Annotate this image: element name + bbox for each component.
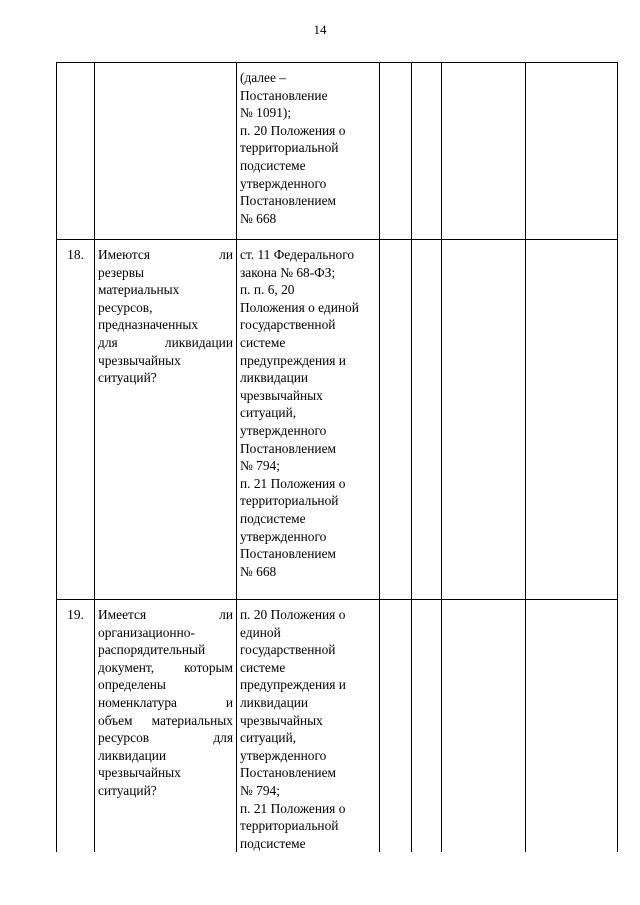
text-line: п. 20 Положения о — [240, 607, 346, 622]
row-number: 18. — [57, 240, 95, 600]
text-line: № 668 — [240, 210, 277, 226]
text-line: распорядительный — [98, 642, 206, 658]
not-applicable-cell — [442, 240, 526, 600]
text-line: утвержденного — [240, 747, 327, 763]
answer-no-cell — [412, 63, 442, 240]
text-line: ситуаций, — [240, 730, 297, 746]
text-line: утвержденного — [240, 528, 327, 544]
text-line: определены — [98, 677, 166, 693]
table-row — [57, 600, 618, 853]
text-line: п. 20 Положения о — [240, 122, 346, 138]
text-line: п. 21 Положения о — [240, 475, 346, 491]
text-line: ситуаций, — [240, 405, 297, 421]
text-line: № 794; — [240, 458, 280, 474]
text-line: Постановлением — [240, 546, 336, 562]
text-line: территориальной — [240, 493, 339, 509]
text-line: резервы — [98, 264, 145, 280]
text-line: чрезвычайных — [240, 712, 323, 728]
text-line: Постановлением — [240, 440, 336, 456]
text-line: № 668 — [240, 563, 277, 579]
text-line: № 794; — [240, 782, 280, 798]
text-line: предупреждения и — [240, 352, 346, 368]
row-number — [57, 63, 95, 240]
text-line: Положения о единой — [240, 299, 359, 315]
text-line: № 1091); — [240, 105, 292, 121]
text-line: чрезвычайных — [240, 387, 323, 403]
text-line: подсистеме — [240, 835, 306, 851]
text-line: ликвидации — [240, 370, 309, 386]
legal-basis-cell — [237, 63, 380, 240]
question-cell — [95, 63, 237, 240]
text-line: ситуаций? — [98, 370, 157, 386]
text-line: объем материальных — [98, 712, 233, 728]
text-line: чрезвычайных — [98, 765, 181, 781]
text-line: материальных — [98, 282, 180, 298]
text-line: Имеется ли — [98, 607, 233, 622]
text-line: документ, которым — [98, 659, 233, 675]
legal-basis-cell — [237, 600, 380, 853]
question-text — [98, 246, 233, 387]
text-line: государственной — [240, 642, 336, 658]
legal-basis-text — [240, 246, 376, 580]
page-number: 14 — [313, 22, 327, 37]
text-line: Постановлением — [240, 193, 336, 209]
text-line: (далее – — [240, 70, 286, 85]
text-line: ликвидации — [98, 747, 167, 763]
text-line: п. п. 6, 20 — [240, 282, 295, 298]
text-line: ресурсов для — [98, 730, 233, 746]
text-line: для ликвидации — [98, 334, 233, 350]
text-line: ситуаций? — [98, 782, 157, 798]
text-line: организационно- — [98, 624, 195, 640]
text-line: п. 21 Положения о — [240, 800, 346, 816]
text-line: территориальной — [240, 818, 339, 834]
text-line: подсистеме — [240, 157, 306, 173]
text-line: утвержденного — [240, 422, 327, 438]
requirements-table — [56, 62, 618, 852]
legal-basis-cell — [237, 240, 380, 600]
table-row — [57, 63, 618, 240]
text-line: закона № 68-ФЗ; — [240, 264, 336, 280]
answer-yes-cell — [380, 63, 412, 240]
text-line: номенклатура и — [98, 694, 233, 710]
answer-yes-cell — [380, 600, 412, 853]
legal-basis-text — [240, 69, 376, 227]
text-line: единой — [240, 624, 281, 640]
text-line: ресурсов, — [98, 299, 153, 315]
text-line: Постановлением — [240, 765, 336, 781]
notes-cell — [526, 240, 618, 600]
text-line: государственной — [240, 317, 336, 333]
text-line: территориальной — [240, 140, 339, 156]
text-line: системе — [240, 334, 286, 350]
answer-yes-cell — [380, 240, 412, 600]
question-cell — [95, 600, 237, 853]
question-text — [98, 606, 233, 800]
text-line: Имеются ли — [98, 247, 233, 262]
table-row — [57, 240, 618, 600]
question-cell — [95, 240, 237, 600]
text-line: предупреждения и — [240, 677, 346, 693]
not-applicable-cell — [442, 600, 526, 853]
not-applicable-cell — [442, 63, 526, 240]
row-number: 19. — [57, 600, 95, 853]
notes-cell — [526, 63, 618, 240]
text-line: чрезвычайных — [98, 352, 181, 368]
text-line: ликвидации — [240, 694, 309, 710]
text-line: предназначенных — [98, 317, 199, 333]
text-line: Постановление — [240, 87, 328, 103]
text-line: ст. 11 Федерального — [240, 247, 355, 262]
text-line: подсистеме — [240, 510, 306, 526]
notes-cell — [526, 600, 618, 853]
legal-basis-text — [240, 606, 376, 852]
answer-no-cell — [412, 600, 442, 853]
text-line: утвержденного — [240, 175, 327, 191]
answer-no-cell — [412, 240, 442, 600]
text-line: системе — [240, 659, 286, 675]
